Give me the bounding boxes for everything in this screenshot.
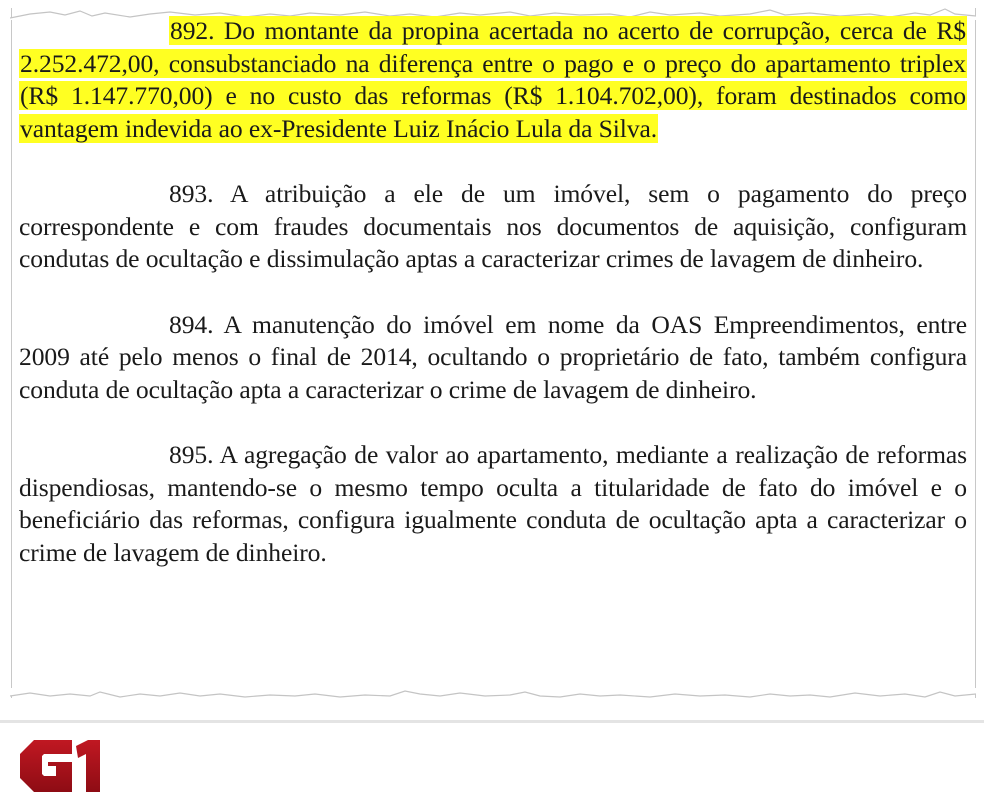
paragraph-895: 895. A agregação de valor ao apartamento, mediante a realização de reformas dispendiosas, mantendo-se o mesmo tempo oculta a titularidade de fato do imóvel e o beneficiário das reformas, configura igualmente conduta de ocultação apta a caracterizar o crime de lavagem de dinheiro. [19, 440, 967, 567]
paragraph-894: 894. A manutenção do imóvel em nome da OAS Empreendimentos, entre 2009 até pelo menos o final de 2014, ocultando o proprietário de fato, também configura conduta de ocultação apta a caracterizar o crime de lavagem de dinheiro. [19, 309, 967, 404]
g1-logo [20, 740, 102, 792]
paragraph-893: 893. A atribuição a ele de um imóvel, sem o pagamento do preço correspondente e com fraudes documentais nos documentos de aquisição, configuram condutas de ocultação e dissimulação aptas a caracterizar crimes de lavagem de dinheiro. [19, 179, 967, 273]
document-text [19, 15, 967, 569]
highlighted-text: 892. Do montante da propina acertada no acerto de corrupção, cerca de R$ 2.252.472,00, consubstanciado na diferença entre o pago e o preço do apartamento triplex (R$ 1.147.770,00) e no custo das reformas (R$ 1.104.702,00), foram destinados como vantagem indevida ao ex-Presidente Luiz Inácio Lula da Silva. [20, 16, 966, 143]
divider [0, 720, 984, 723]
paragraph-892 [19, 15, 967, 145]
torn-edge-bottom [10, 688, 976, 704]
